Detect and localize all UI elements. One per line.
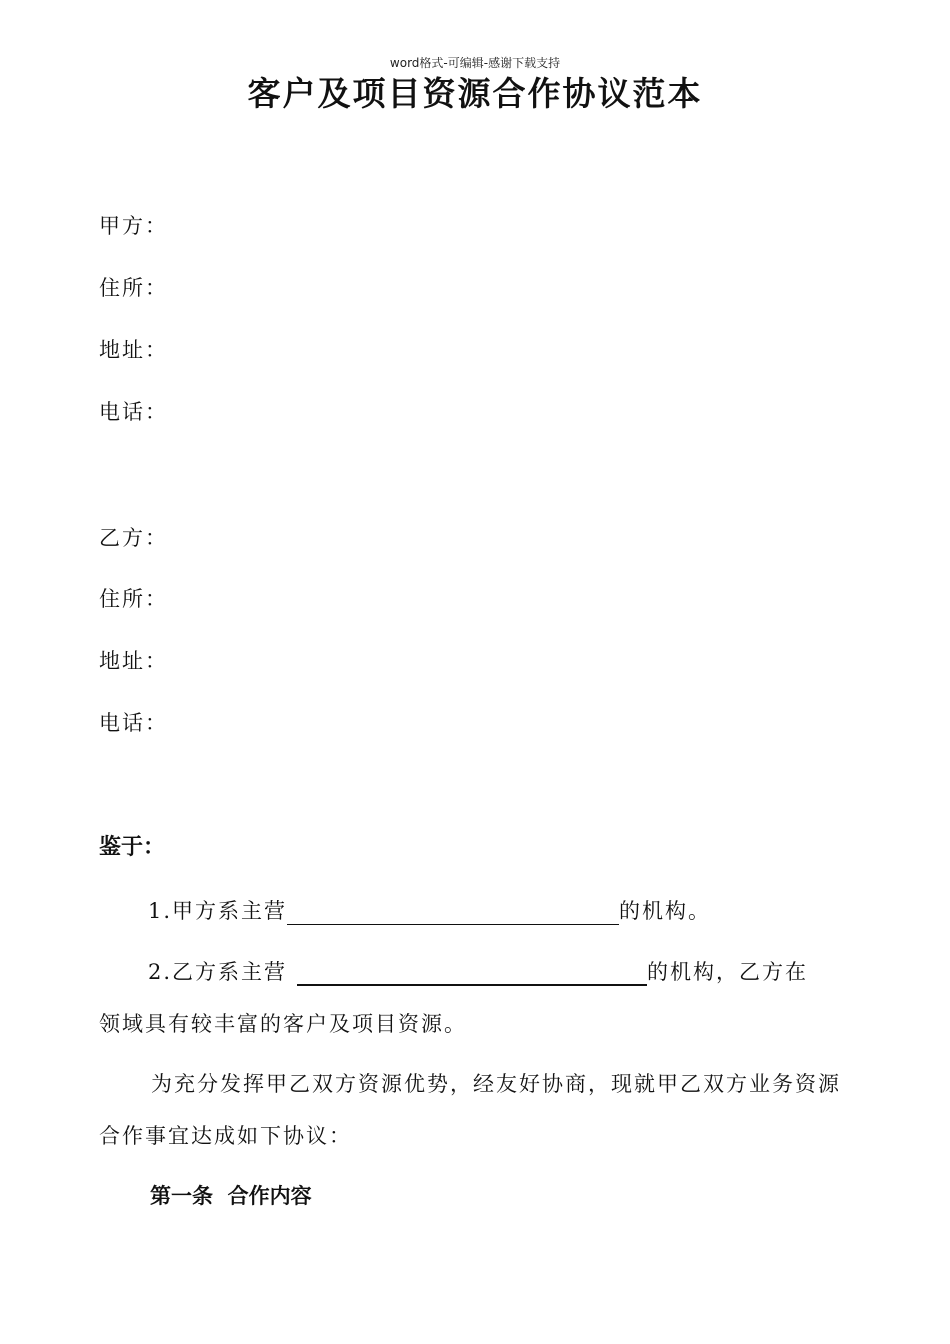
party-a-residence-label: 住所： bbox=[99, 276, 168, 300]
header-note: word格式-可编辑-感谢下载支持 bbox=[389, 56, 561, 70]
party-b-residence-label: 住所： bbox=[99, 587, 168, 611]
whereas-item-1-blank bbox=[287, 898, 619, 925]
article-1-heading: 第一条 合作内容 bbox=[150, 1184, 312, 1208]
party-a-label: 甲方： bbox=[99, 214, 168, 238]
whereas-item-2-blank bbox=[297, 958, 647, 986]
whereas-heading: 鉴于： bbox=[99, 835, 166, 860]
intro-paragraph: 为充分发挥甲乙双方资源优势，经友好协商，现就甲乙双方业务资源合作事宜达成如下协议： bbox=[99, 1072, 841, 1148]
party-a-phone-label: 电话： bbox=[99, 400, 168, 424]
whereas-item-1-prefix: 1.甲方系主营 bbox=[148, 899, 288, 923]
party-b-phone-label: 电话： bbox=[99, 711, 168, 735]
whereas-item-1-suffix: 的机构。 bbox=[619, 899, 712, 923]
party-a-address-label: 地址： bbox=[99, 338, 168, 362]
whereas-item-1 bbox=[148, 897, 711, 925]
whereas-item-2 bbox=[148, 958, 808, 986]
party-b-label: 乙方： bbox=[99, 526, 168, 550]
whereas-item-2-continuation: 领域具有较丰富的客户及项目资源。 bbox=[99, 1012, 467, 1036]
document-title: 客户及项目资源合作协议范本 bbox=[247, 74, 703, 113]
whereas-item-2-suffix: 的机构，乙方在 bbox=[647, 960, 809, 984]
party-b-address-label: 地址： bbox=[99, 649, 168, 673]
whereas-item-2-prefix: 2.乙方系主营 bbox=[148, 960, 288, 984]
